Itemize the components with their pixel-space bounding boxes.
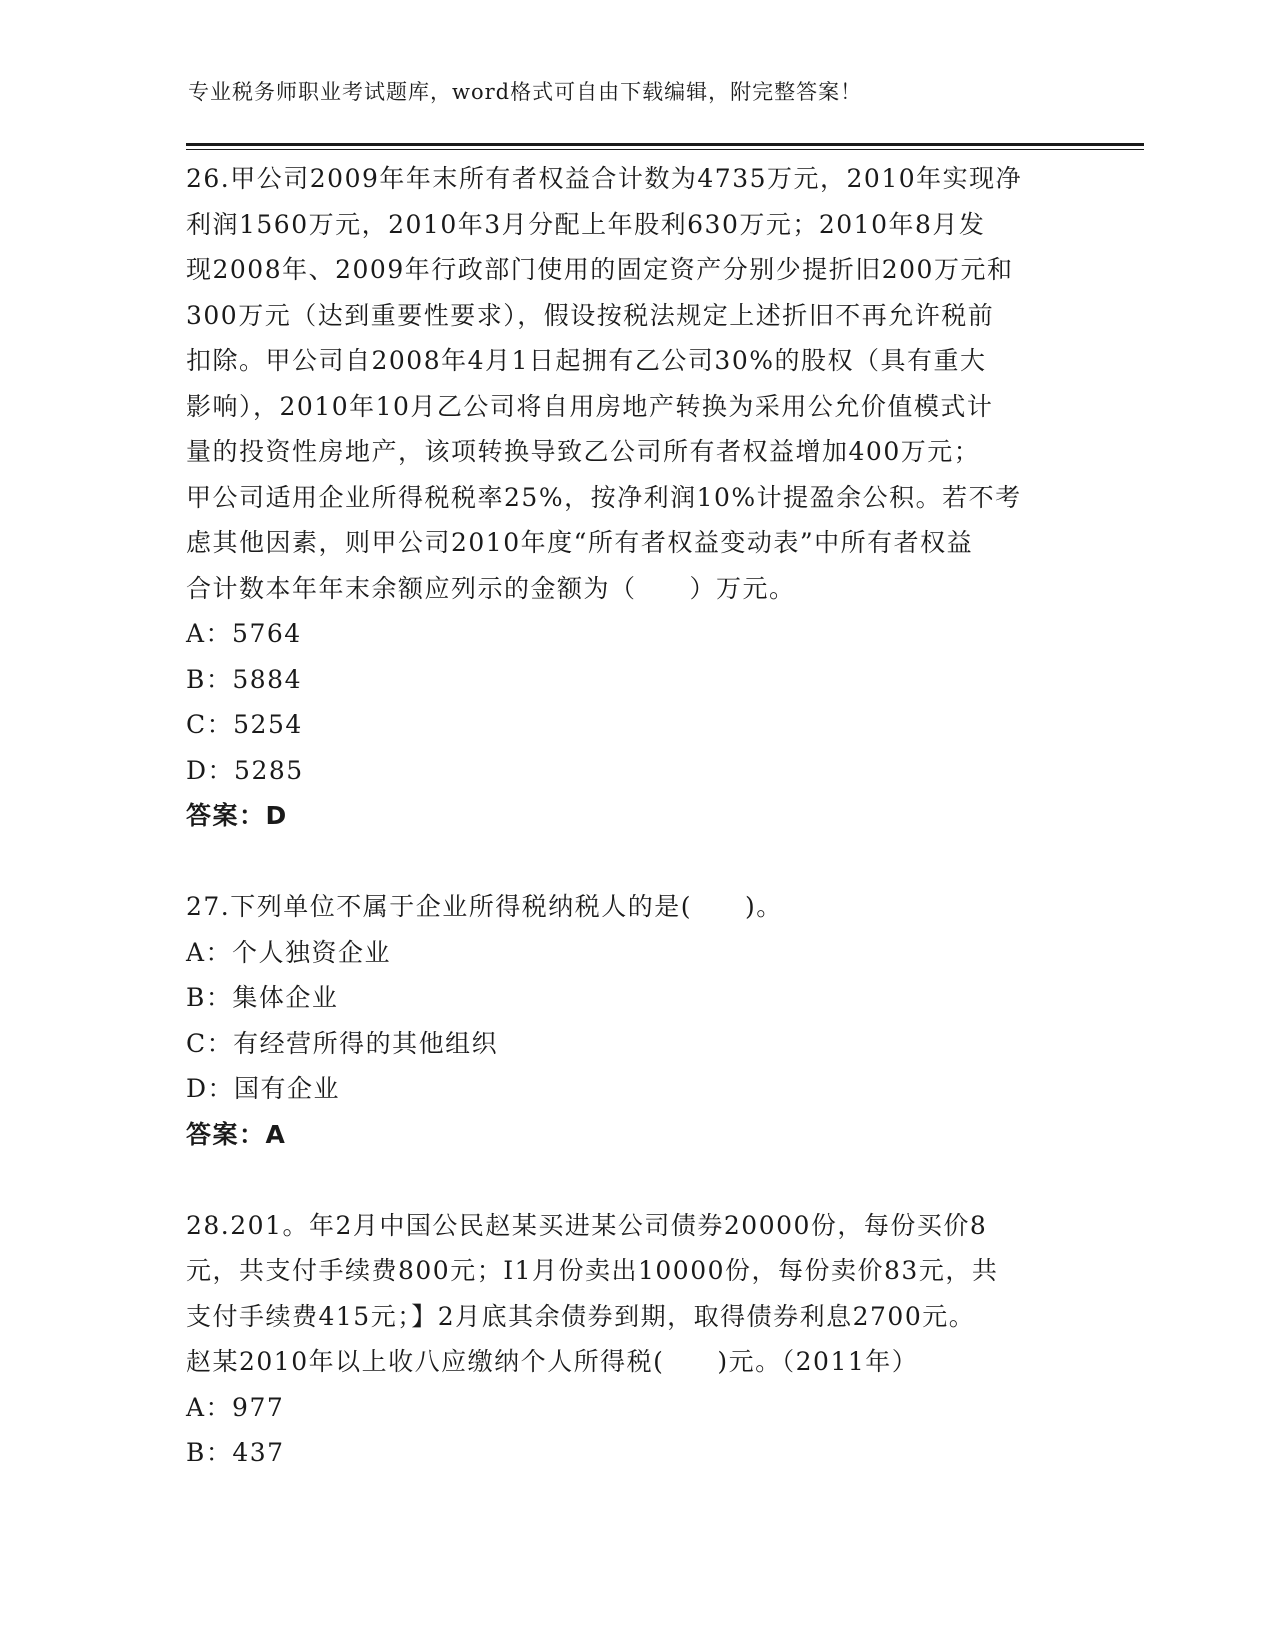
- header-rule-thick: [186, 143, 1144, 146]
- option-d: D：5285: [186, 755, 304, 785]
- question-stem-line: 赵某2010年以上收八应缴纳个人所得税( )元。（2011年）: [186, 1347, 919, 1376]
- question-27: [186, 884, 1086, 1157]
- page-header: 专业税务师职业考试题库，word格式可自由下载编辑，附完整答案！: [188, 80, 863, 104]
- option-b: B：5884: [186, 664, 302, 694]
- question-stem-line: 现2008年、2009年行政部门使用的固定资产分别少提折旧200万元和: [186, 255, 1014, 284]
- question-stem-line: 影响），2010年10月乙公司将自用房地产转换为采用公允价值模式计: [186, 391, 994, 421]
- answer-line: 答案：D: [186, 801, 288, 830]
- header-rule-thin: [186, 149, 1144, 150]
- question-list: [186, 156, 1086, 1476]
- question-spacer: [186, 839, 1086, 885]
- question-stem-line: 合计数本年年末余额应列示的金额为（ ）万元。: [186, 573, 796, 603]
- option-b: B：集体企业: [186, 983, 339, 1012]
- option-b: B：437: [186, 1438, 285, 1467]
- question-stem-line: 甲公司适用企业所得税税率25%，按净利润10%计提盈余公积。若不考: [186, 482, 1022, 512]
- question-stem-line: 元，共支付手续费800元；I1月份卖出10000份，每份卖价83元，共: [186, 1256, 999, 1285]
- option-c: C：有经营所得的其他组织: [186, 1028, 499, 1058]
- question-28: [186, 1203, 1086, 1476]
- question-stem-line: 28.201。年2月中国公民赵某买进某公司债券20000份，每份买价8: [186, 1210, 988, 1240]
- option-a: A：977: [186, 1392, 285, 1422]
- question-stem-line: 支付手续费415元；】2月底其余债券到期，取得债券利息2700元。: [186, 1301, 976, 1331]
- question-stem-line: 扣除。甲公司自2008年4月1日起拥有乙公司30%的股权（具有重大: [186, 346, 987, 375]
- question-spacer: [186, 1157, 1086, 1203]
- option-a: A：5764: [186, 619, 302, 648]
- question-stem-line: 300万元（达到重要性要求），假设按税法规定上述折旧不再允许税前: [186, 300, 995, 330]
- answer-line: 答案：A: [186, 1119, 287, 1149]
- option-d: D：国有企业: [186, 1074, 341, 1103]
- question-stem-line: 利润1560万元，2010年3月分配上年股利630万元；2010年8月发: [186, 209, 986, 239]
- question-stem-line: 虑其他因素，则甲公司2010年度“所有者权益变动表”中所有者权益: [186, 528, 974, 557]
- question-26: [186, 156, 1086, 839]
- option-a: A：个人独资企业: [186, 937, 392, 967]
- question-stem-line: 量的投资性房地产，该项转换导致乙公司所有者权益增加400万元；: [186, 437, 981, 466]
- question-stem-line: 26.甲公司2009年年末所有者权益合计数为4735万元，2010年实现净: [186, 164, 1023, 193]
- question-stem-line: 27.下列单位不属于企业所得税纳税人的是( )。: [186, 892, 783, 921]
- option-c: C：5254: [186, 710, 303, 739]
